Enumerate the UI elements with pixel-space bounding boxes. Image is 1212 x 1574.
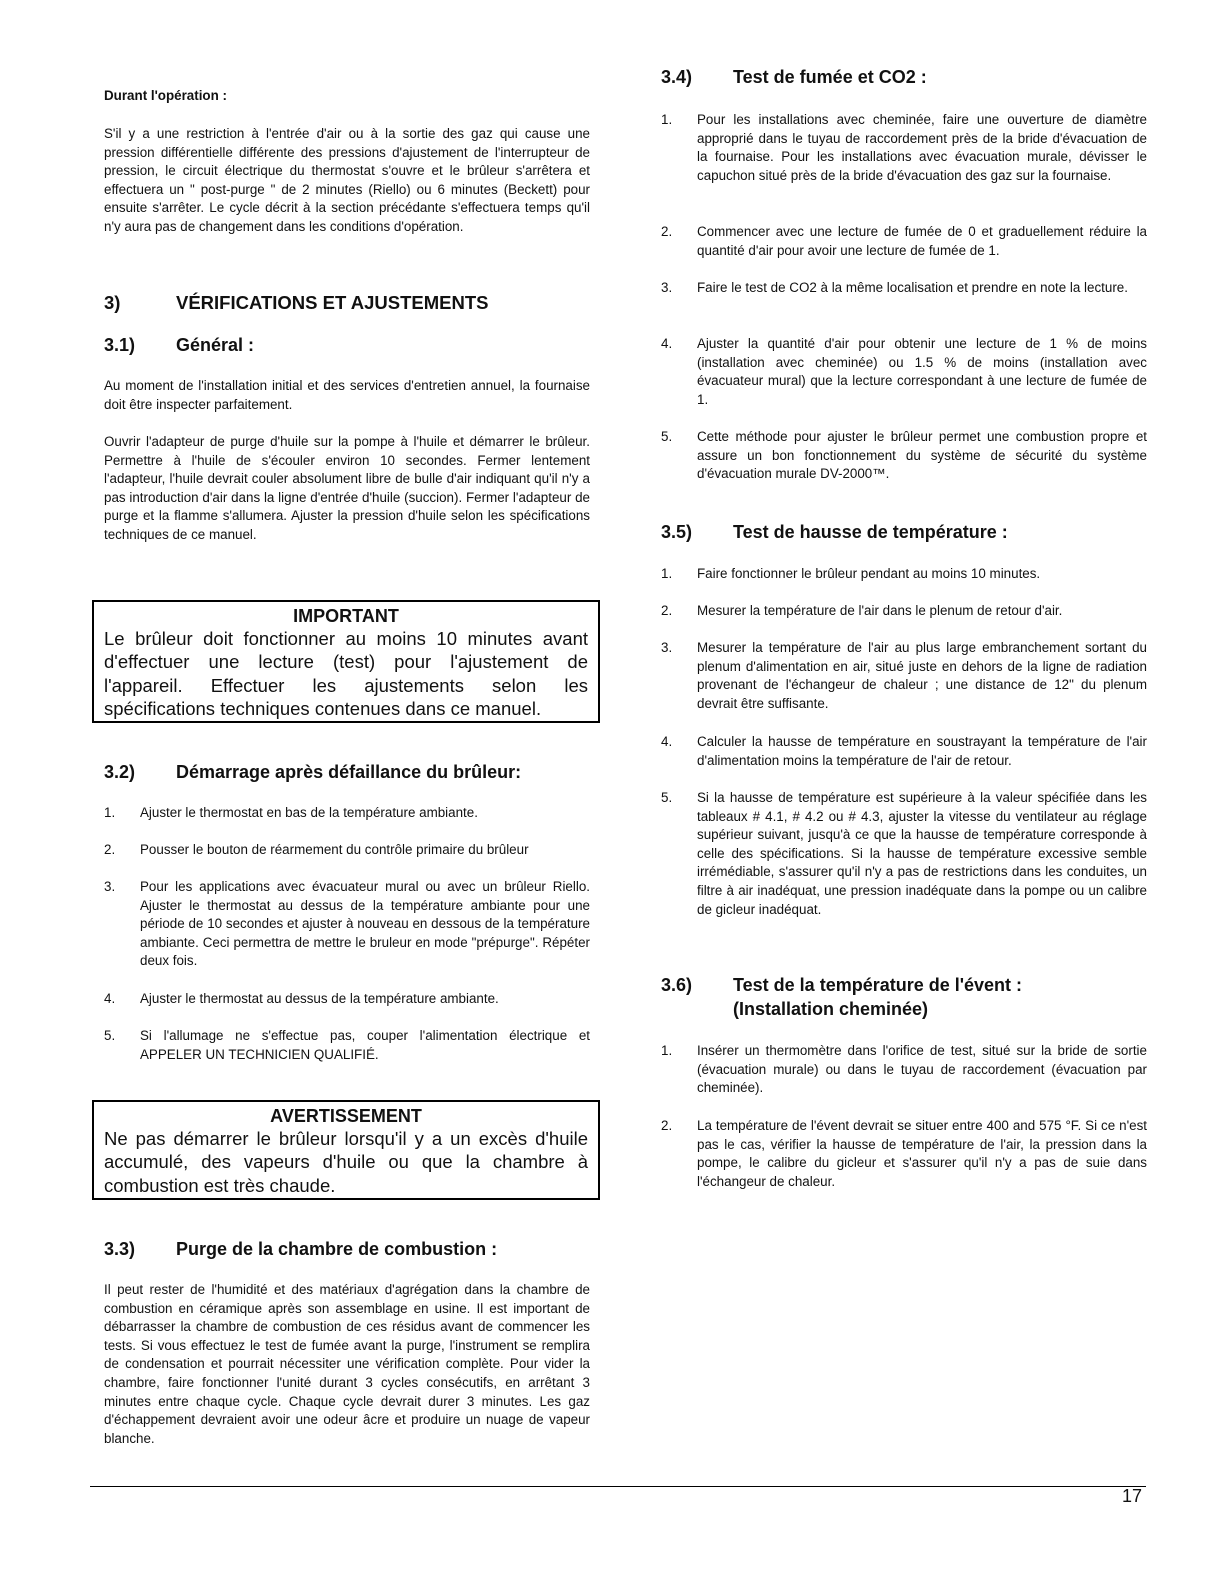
list-number: 1. bbox=[661, 566, 673, 581]
list-item bbox=[104, 841, 590, 860]
list-item bbox=[661, 733, 1147, 770]
list-item bbox=[661, 602, 1147, 621]
important-text: Le brûleur doit fonctionner au moins 10 minutes avant d'effectuer une lecture (test) pour l'ajustement de l'appareil. Effectuer les ajustements selon les spécifications techniques contenues dans ce manuel. bbox=[104, 628, 588, 719]
section-3-6-title-line-2: (Installation cheminée) bbox=[733, 999, 929, 1019]
list-item bbox=[661, 223, 1147, 260]
list-text: Mesurer la température de l'air dans le plenum de retour d'air. bbox=[697, 603, 1063, 618]
list-item bbox=[104, 1027, 590, 1064]
list-text: La température de l'évent devrait se situer entre 400 and 575 °F. Si ce n'est pas le cas, vérifier la hausse de température de l'air, la pression dans la pompe, le calibre du gicleur et s'assurer qu'il n'y a pas de suie dans l'échangeur de chaleur. bbox=[697, 1118, 1147, 1189]
section-3-number: 3) bbox=[104, 292, 121, 313]
list-text: Faire fonctionner le brûleur pendant au moins 10 minutes. bbox=[697, 566, 1041, 581]
list-text: Pour les installations avec cheminée, faire une ouverture de diamètre approprié dans le tuyau de raccordement près de la bride d'évacuation de la fournaise. Pour les installations avec évacuation murale, dévisser le capuchon situé près de la bride d'évacuation des gaz sur la fournaise. bbox=[697, 112, 1147, 183]
list-text: Pour les applications avec évacuateur mural ou avec un brûleur Riello. Ajuster le thermostat au dessus de la température ambiante pour une période de 10 secondes et ajuster à nouveau en dessous de la température ambiante. Ceci permettra de mettre le bruleur en mode "prépurge". Répéter deux fois. bbox=[140, 879, 590, 969]
list-text: Faire le test de CO2 à la même localisation et prendre en note la lecture. bbox=[697, 280, 1128, 295]
list-text: Pousser le bouton de réarmement du contrôle primaire du brûleur bbox=[140, 842, 529, 857]
list-number: 4. bbox=[661, 336, 673, 351]
page-number: 17 bbox=[1122, 1486, 1143, 1506]
list-item bbox=[661, 279, 1147, 298]
list-text: Si la hausse de température est supérieure à la valeur spécifiée dans les tableaux # 4.1, # 4.2 ou # 4.3, ajuster la vitesse du ventilateur au réglage supérieur suivant, jusqu'à ce que la hausse de température corresponde à celle des spécifications. Si la hausse de température excessive semble irrémédiable, s'assurer qu'il n'y a pas de restrictions dans les conduites, un filtre à air inadéquat, une pression inadéquate dans la pompe ou un calibre de gicleur inadéquat. bbox=[697, 790, 1147, 917]
warning-box bbox=[92, 1100, 600, 1200]
list-text: Commencer avec une lecture de fumée de 0 et graduellement réduire la quantité d'air pour avoir une lecture de fumée de 1. bbox=[697, 224, 1147, 258]
section-3-4-title: Test de fumée et CO2 : bbox=[733, 67, 927, 87]
list-text: Ajuster la quantité d'air pour obtenir une lecture de 1 % de moins (installation avec cheminée) ou 1.5 % de moins (installation avec évacuateur mural) que la lecture correspondant à une lecture de fumée de 1. bbox=[697, 336, 1147, 407]
important-title: IMPORTANT bbox=[293, 606, 399, 626]
list-number: 5. bbox=[104, 1028, 116, 1043]
section-3-3-number: 3.3) bbox=[104, 1239, 136, 1259]
list-number: 2. bbox=[661, 224, 673, 239]
list-number: 2. bbox=[661, 603, 673, 618]
list-item bbox=[104, 804, 590, 823]
section-3-4-number: 3.4) bbox=[661, 67, 693, 87]
list-item bbox=[661, 111, 1147, 185]
section-3-1-heading bbox=[104, 335, 254, 356]
list-number: 4. bbox=[104, 991, 116, 1006]
durant-text: S'il y a une restriction à l'entrée d'air ou à la sortie des gaz qui cause une pression différentielle différente des pressions d'ajustement de l'interrupteur de pression, le circuit électrique du thermostat s'ouvre et le brûleur s'arrêtera et effectuera un " post-purge " de 2 minutes (Riello) ou 6 minutes (Beckett) pour ensuite s'arrêter. Le cycle décrit à la section précédante s'effectuera temps qu'il n'y aura pas de changement dans les conditions d'opération. bbox=[104, 126, 590, 234]
list-number: 5. bbox=[661, 429, 673, 444]
section-3-2-number: 3.2) bbox=[104, 762, 136, 782]
section-3-1-number: 3.1) bbox=[104, 335, 136, 355]
section-3-1-paragraph-1: Au moment de l'installation initial et des services d'entretien annuel, la fournaise doit être inspecter parfaitement. bbox=[104, 378, 590, 412]
footer-rule bbox=[90, 1486, 1146, 1487]
section-3-2-heading bbox=[104, 762, 521, 783]
list-text: Ajuster le thermostat au dessus de la température ambiante. bbox=[140, 991, 499, 1006]
list-text: Mesurer la température de l'air au plus large embranchement sortant du plenum d'alimentation en air, situé juste en dehors de la ligne de radiation provenant de l'échangeur de chaleur ; une distance de 12" du plenum devrait être suffisante. bbox=[697, 640, 1147, 711]
list-text: Si l'allumage ne s'effectue pas, couper l'alimentation électrique et APPELER UN TECHNICIEN QUALIFIÉ. bbox=[140, 1028, 590, 1062]
list-item bbox=[661, 789, 1147, 919]
list-text: Insérer un thermomètre dans l'orifice de test, situé sur la bride de sortie (évacuation murale) ou dans le tuyau de raccordement (évacuation par cheminée). bbox=[697, 1043, 1147, 1096]
warning-title: AVERTISSEMENT bbox=[270, 1106, 422, 1126]
list-item bbox=[104, 878, 590, 971]
section-3-3-title: Purge de la chambre de combustion : bbox=[176, 1239, 498, 1259]
list-number: 5. bbox=[661, 790, 673, 805]
list-item bbox=[104, 990, 590, 1009]
list-number: 1. bbox=[661, 112, 673, 127]
section-3-3-text: Il peut rester de l'humidité et des matériaux d'agrégation dans la chambre de combustion en céramique après son assemblage en usine. Il est important de débarrasser la chambre de combustion de ces résidus avant de commencer les tests. Si vous effectuez le test de fumée avant la purge, l'instrument se remplira de condensation et pourrait nécessiter une vérification complète. Pour vider la chambre, faire fonctionner l'unité durant 3 cycles consécutifs, en arrêtant 3 minutes entre chaque cycle. Chaque cycle devrait durer 3 minutes. Les gaz d'échappement devraient avoir une odeur âcre et produire un nuage de vapeur blanche. bbox=[104, 1282, 590, 1446]
durant-title: Durant l'opération : bbox=[104, 88, 227, 103]
list-item bbox=[661, 428, 1147, 484]
important-box bbox=[92, 600, 600, 723]
list-number: 2. bbox=[104, 842, 116, 857]
list-text: Ajuster le thermostat en bas de la température ambiante. bbox=[140, 805, 478, 820]
list-item bbox=[661, 1117, 1147, 1191]
warning-text: Ne pas démarrer le brûleur lorsqu'il y a un excès d'huile accumulé, des vapeurs d'huile ou que la chambre à combustion est très chaude. bbox=[104, 1128, 588, 1196]
section-3-title: VÉRIFICATIONS ET AJUSTEMENTS bbox=[176, 292, 489, 313]
section-3-6-number: 3.6) bbox=[661, 975, 693, 995]
list-text: Calculer la hausse de température en soustrayant la température de l'air d'alimentation moins la température de l'air de retour. bbox=[697, 734, 1147, 768]
section-3-4-heading bbox=[661, 67, 927, 88]
list-number: 3. bbox=[104, 879, 116, 894]
section-3-5-title: Test de hausse de température : bbox=[733, 522, 1008, 542]
list-text: Cette méthode pour ajuster le brûleur permet une combustion propre et assure un bon fonctionnement du système de sécurité du système d'évacuation murale DV-2000™. bbox=[697, 429, 1147, 482]
list-item bbox=[661, 639, 1147, 713]
section-3-3-heading bbox=[104, 1239, 497, 1260]
list-item bbox=[661, 565, 1147, 584]
list-number: 3. bbox=[661, 640, 673, 655]
list-item bbox=[661, 335, 1147, 409]
section-3-2-title: Démarrage après défaillance du brûleur: bbox=[176, 762, 522, 782]
list-item bbox=[661, 1042, 1147, 1098]
section-3-5-number: 3.5) bbox=[661, 522, 693, 542]
section-3-heading bbox=[104, 292, 488, 314]
section-3-1-title: Général : bbox=[176, 335, 255, 355]
list-number: 1. bbox=[104, 805, 116, 820]
section-3-1-paragraph-2: Ouvrir l'adapteur de purge d'huile sur la pompe à l'huile et démarrer le brûleur. Permettre à l'huile de s'écouler environ 10 secondes. Fermer lentement l'adapteur, l'huile devrait couler absolument libre de bulle d'air indiquant qu'il n'y a pas introduction d'air dans la ligne d'entrée d'huile (succion). Fermer l'adapteur de purge et la flamme s'allumera. Ajuster la pression d'huile selon les spécifications techniques de ce manuel. bbox=[104, 434, 590, 542]
section-3-6-heading bbox=[661, 975, 1022, 996]
list-number: 1. bbox=[661, 1043, 673, 1058]
list-number: 2. bbox=[661, 1118, 673, 1133]
list-number: 3. bbox=[661, 280, 673, 295]
section-3-6-title-line-1: Test de la température de l'évent : bbox=[733, 975, 1023, 995]
section-3-5-heading bbox=[661, 522, 1008, 543]
list-number: 4. bbox=[661, 734, 673, 749]
